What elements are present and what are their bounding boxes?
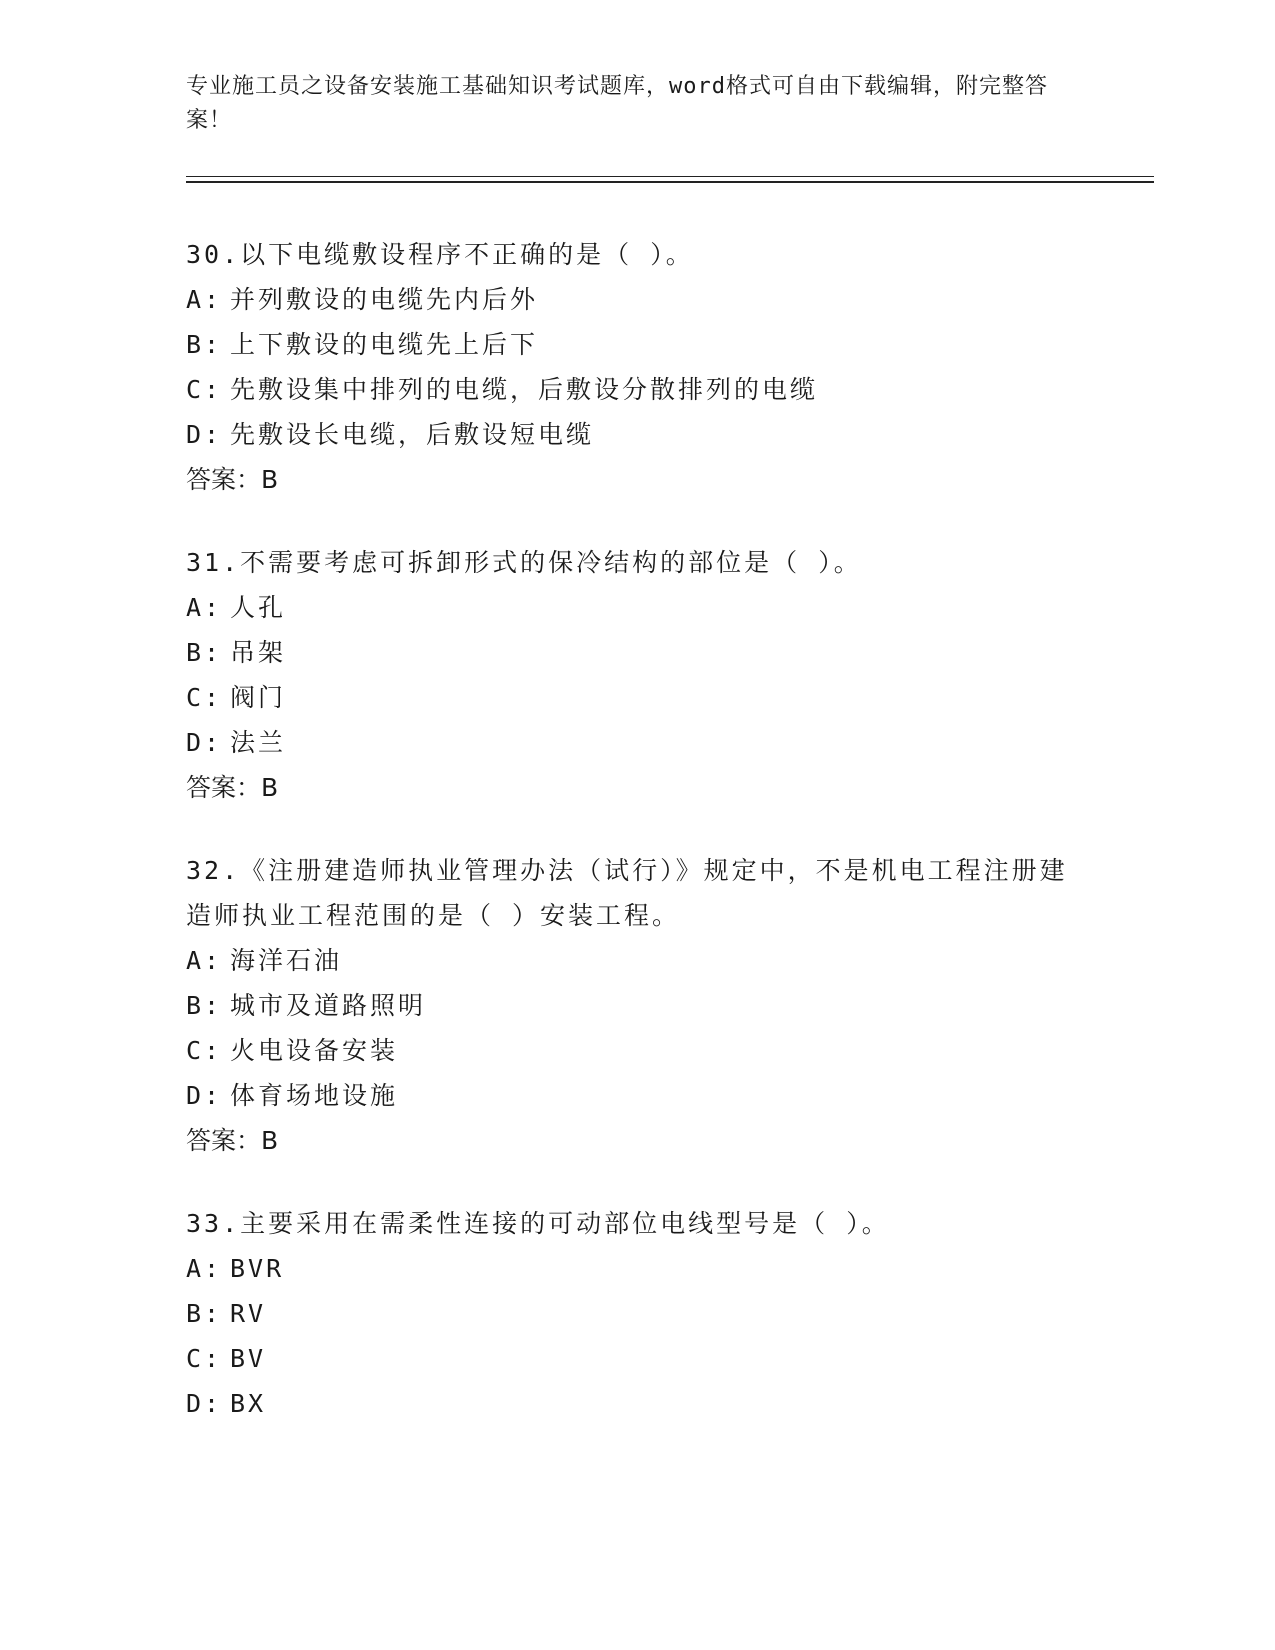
option-letter: A: xyxy=(186,593,223,622)
option-text: 并列敷设的电缆先内后外 xyxy=(230,285,539,314)
question-list xyxy=(186,232,1086,1464)
option-letter: A: xyxy=(186,1254,223,1283)
option-text: 先敷设集中排列的电缆，后敷设分散排列的电缆 xyxy=(230,375,819,404)
document-header: 专业施工员之设备安装施工基础知识考试题库，word格式可自由下载编辑，附完整答案！ xyxy=(186,74,1048,133)
option-a xyxy=(186,585,1086,630)
option-b xyxy=(186,630,1086,675)
option-letter: C: xyxy=(186,683,223,712)
option-letter: B: xyxy=(186,991,223,1020)
option-b xyxy=(186,1291,1086,1336)
option-letter: D: xyxy=(186,1081,223,1110)
question-32 xyxy=(186,848,1086,1163)
option-text: 先敷设长电缆，后敷设短电缆 xyxy=(230,420,595,449)
option-c xyxy=(186,1028,1086,1073)
option-letter: B: xyxy=(186,330,223,359)
question-31 xyxy=(186,540,1086,810)
option-letter: D: xyxy=(186,1389,223,1418)
question-stem: 32.《注册建造师执业管理办法（试行）》规定中，不是机电工程注册建造师执业工程范围的是（ ）安装工程。 xyxy=(186,856,1068,930)
option-a xyxy=(186,1246,1086,1291)
option-letter: C: xyxy=(186,375,223,404)
option-text: 法兰 xyxy=(230,728,287,757)
question-stem: 33.主要采用在需柔性连接的可动部位电线型号是（ ）。 xyxy=(186,1209,890,1238)
option-text: BVR xyxy=(230,1254,285,1283)
option-letter: C: xyxy=(186,1036,223,1065)
question-stem: 30.以下电缆敷设程序不正确的是（ ）。 xyxy=(186,240,694,269)
option-text: BV xyxy=(230,1344,267,1373)
option-text: BX xyxy=(230,1389,267,1418)
option-a xyxy=(186,277,1086,322)
header-rule-thin xyxy=(186,176,1154,177)
option-letter: C: xyxy=(186,1344,223,1373)
option-c xyxy=(186,1336,1086,1381)
option-text: 城市及道路照明 xyxy=(230,991,427,1020)
option-text: RV xyxy=(230,1299,267,1328)
option-letter: A: xyxy=(186,285,223,314)
answer: 答案：B xyxy=(186,773,279,802)
option-c xyxy=(186,675,1086,720)
option-b xyxy=(186,983,1086,1028)
option-text: 人孔 xyxy=(230,593,287,622)
header-rule-thick xyxy=(186,181,1154,183)
option-text: 火电设备安装 xyxy=(230,1036,399,1065)
question-stem: 31.不需要考虑可拆卸形式的保冷结构的部位是（ ）。 xyxy=(186,548,862,577)
option-d xyxy=(186,720,1086,765)
option-d xyxy=(186,1381,1086,1426)
option-letter: A: xyxy=(186,946,223,975)
option-letter: B: xyxy=(186,638,223,667)
option-d xyxy=(186,412,1086,457)
answer: 答案：B xyxy=(186,1126,279,1155)
answer: 答案：B xyxy=(186,465,279,494)
option-letter: D: xyxy=(186,728,223,757)
option-text: 吊架 xyxy=(230,638,287,667)
option-text: 体育场地设施 xyxy=(230,1081,399,1110)
option-letter: D: xyxy=(186,420,223,449)
question-30 xyxy=(186,232,1086,502)
question-33 xyxy=(186,1201,1086,1426)
option-text: 阀门 xyxy=(230,683,287,712)
option-text: 上下敷设的电缆先上后下 xyxy=(230,330,539,359)
option-c xyxy=(186,367,1086,412)
option-a xyxy=(186,938,1086,983)
option-d xyxy=(186,1073,1086,1118)
option-letter: B: xyxy=(186,1299,223,1328)
option-b xyxy=(186,322,1086,367)
option-text: 海洋石油 xyxy=(230,946,343,975)
